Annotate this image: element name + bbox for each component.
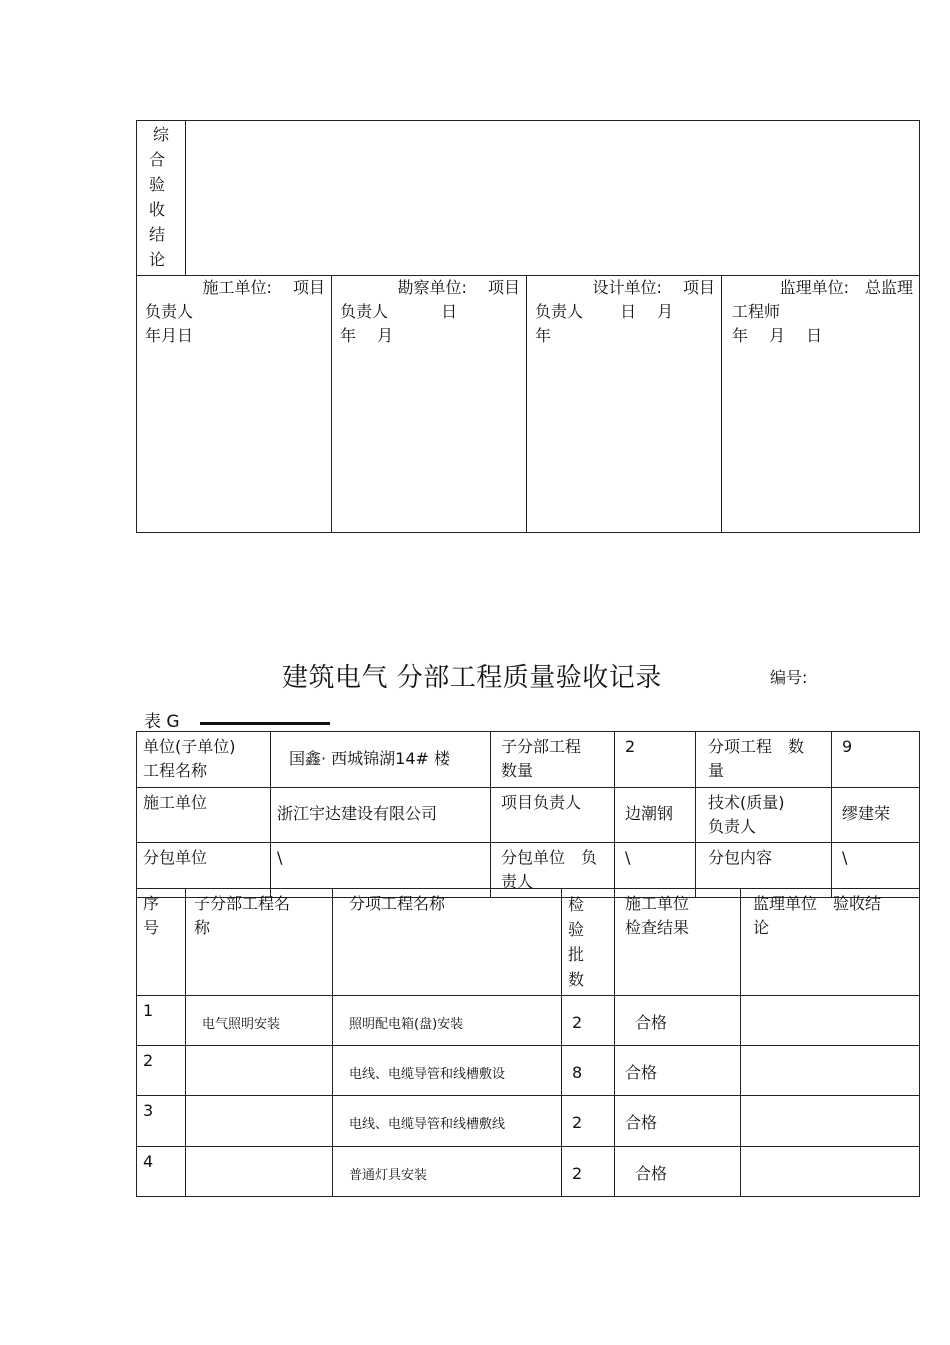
row-batch: 8 (562, 1046, 615, 1096)
row-seq: 1 (137, 996, 186, 1046)
row-seq: 3 (137, 1096, 186, 1147)
row-supervise (741, 1046, 920, 1096)
signature-supervision: 监理单位: 总监理 工程师 年 月 日 (722, 276, 920, 533)
table-row (137, 996, 920, 1046)
label-char: 结 (149, 225, 166, 244)
unit-value: 国鑫· 西城锦湖14# 楼 (271, 732, 491, 788)
table-label-underline (200, 722, 330, 725)
col-item-name: 分项工程名称 (333, 889, 562, 996)
construction-value: 浙江宇达建设有限公司 (271, 788, 491, 843)
construction-label: 施工单位 (137, 788, 271, 843)
sub-content-label: 分包内容 (696, 843, 832, 898)
row-result: 合格 (615, 996, 741, 1046)
row-sub: 电气照明安装 (186, 996, 333, 1046)
signature-design: 设计单位: 项目 负责人 日 月 年 (527, 276, 722, 533)
label-char: 合 (149, 150, 166, 169)
sub-manager-label: 分包单位 负 责人 (491, 843, 615, 898)
sub-count-value: 2 (615, 732, 696, 788)
col-check: 施工单位 检查结果 (615, 889, 741, 996)
item-count-value: 9 (832, 732, 920, 788)
row-item: 普通灯具安装 (333, 1147, 562, 1197)
sub-manager-value: \ (615, 843, 696, 898)
page-title: 建筑电气 分部工程质量验收记录 (282, 663, 662, 693)
row-seq: 2 (137, 1046, 186, 1096)
row-sub (186, 1096, 333, 1147)
row-batch: 2 (562, 1147, 615, 1197)
conclusion-content (186, 121, 920, 276)
row-batch: 2 (562, 1096, 615, 1147)
col-seq: 序 号 (137, 889, 186, 996)
label-char: 综 (153, 125, 170, 144)
conclusion-table (136, 120, 920, 533)
tech-label: 技术(质量) 负责人 (696, 788, 832, 843)
row-sub (186, 1046, 333, 1096)
info-table (136, 731, 920, 898)
manager-label: 项目负责人 (491, 788, 615, 843)
row-supervise (741, 1096, 920, 1147)
manager-value: 边潮钢 (615, 788, 696, 843)
label-char: 论 (149, 250, 166, 269)
items-table (136, 888, 920, 1197)
signature-survey: 勘察单位: 项目 负责人 日 年 月 (332, 276, 527, 533)
row-sub (186, 1147, 333, 1197)
signature-construction: 施工单位: 项目 负责人 年月日 (137, 276, 332, 533)
sub-count-label: 子分部工程 数量 (491, 732, 615, 788)
col-batch: 检 验 批 数 (562, 889, 615, 996)
table-label: 表 G (144, 712, 180, 732)
row-item: 电线、电缆导管和线槽敷设 (333, 1046, 562, 1096)
row-item: 电线、电缆导管和线槽敷线 (333, 1096, 562, 1147)
row-supervise (741, 1147, 920, 1197)
row-batch: 2 (562, 996, 615, 1046)
row-seq: 4 (137, 1147, 186, 1197)
table-row (137, 1046, 920, 1096)
row-result: 合格 (615, 1046, 741, 1096)
row-result: 合格 (615, 1147, 741, 1197)
row-result: 合格 (615, 1096, 741, 1147)
conclusion-label (137, 121, 186, 276)
sub-content-value: \ (832, 843, 920, 898)
item-count-label: 分项工程 数 量 (696, 732, 832, 788)
table-row (137, 1096, 920, 1147)
subcontract-value: \ (271, 843, 491, 898)
subcontract-label: 分包单位 (137, 843, 271, 898)
row-supervise (741, 996, 920, 1046)
number-label: 编号: (770, 668, 808, 687)
tech-value: 缪建荣 (832, 788, 920, 843)
col-supervise: 监理单位 验收结 论 (741, 889, 920, 996)
table-row (137, 1147, 920, 1197)
label-char: 验 (149, 175, 166, 194)
unit-label: 单位(子单位) 工程名称 (137, 732, 271, 788)
col-sub-name: 子分部工程名 称 (186, 889, 333, 996)
label-char: 收 (149, 200, 166, 219)
row-item: 照明配电箱(盘)安装 (333, 996, 562, 1046)
